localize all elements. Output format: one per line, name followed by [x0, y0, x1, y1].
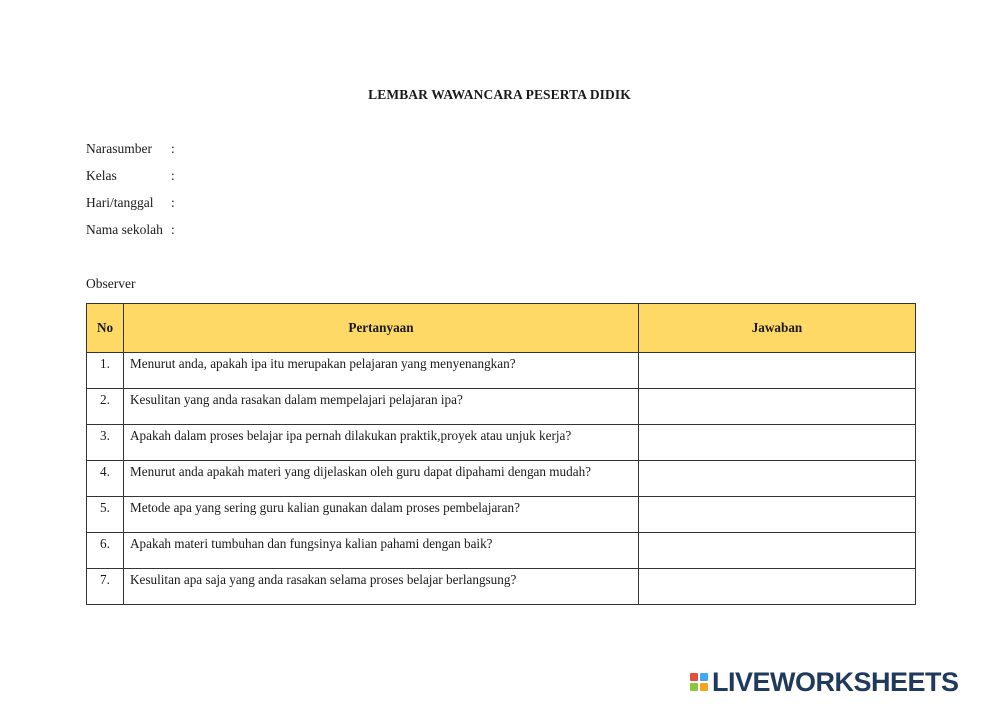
observer-label: Observer: [86, 276, 136, 291]
answer-cell[interactable]: [639, 533, 916, 569]
row-question: Kesulitan yang anda rasakan dalam mempelajari pelajaran ipa?: [124, 389, 639, 425]
row-number: 3.: [87, 425, 124, 461]
row-number: 5.: [87, 497, 124, 533]
table-row: [87, 569, 916, 605]
field-label: Kelas: [86, 168, 117, 183]
interview-table: [86, 303, 916, 605]
field-narasumber: [86, 140, 175, 158]
row-question: Menurut anda, apakah ipa itu merupakan pelajaran yang menyenangkan?: [124, 353, 639, 389]
table-row: [87, 461, 916, 497]
row-number: 4.: [87, 461, 124, 497]
field-nama-sekolah: [86, 221, 175, 239]
logo-text: LIVEWORKSHEETS: [712, 666, 959, 697]
field-label: Hari/tanggal: [86, 195, 154, 210]
row-question: Menurut anda apakah materi yang dijelaskan oleh guru dapat dipahami dengan mudah?: [124, 461, 639, 497]
answer-cell[interactable]: [639, 353, 916, 389]
header-pertanyaan: Pertanyaan: [124, 304, 639, 353]
row-question: Metode apa yang sering guru kalian gunakan dalam proses pembelajaran?: [124, 497, 639, 533]
row-question: Apakah materi tumbuhan dan fungsinya kalian pahami dengan baik?: [124, 533, 639, 569]
row-number: 7.: [87, 569, 124, 605]
table-row: [87, 533, 916, 569]
header-no: No: [87, 304, 124, 353]
logo-square: [700, 683, 708, 691]
field-separator: :: [171, 168, 175, 183]
row-question: Apakah dalam proses belajar ipa pernah dilakukan praktik,proyek atau unjuk kerja?: [124, 425, 639, 461]
field-label: Nama sekolah: [86, 222, 163, 237]
table-row: [87, 497, 916, 533]
field-separator: :: [171, 141, 175, 156]
answer-cell[interactable]: [639, 569, 916, 605]
field-kelas: [86, 167, 175, 185]
logo-square: [690, 673, 698, 681]
answer-cell[interactable]: [639, 461, 916, 497]
table-row: [87, 425, 916, 461]
liveworksheets-mark-icon: [690, 673, 708, 691]
page-title: LEMBAR WAWANCARA PESERTA DIDIK: [368, 87, 631, 102]
field-separator: :: [171, 222, 175, 237]
answer-cell[interactable]: [639, 389, 916, 425]
field-separator: :: [171, 195, 175, 210]
table-row: [87, 389, 916, 425]
answer-cell[interactable]: [639, 497, 916, 533]
table-header-row: [87, 304, 916, 353]
row-number: 2.: [87, 389, 124, 425]
row-number: 6.: [87, 533, 124, 569]
answer-cell[interactable]: [639, 425, 916, 461]
table-row: [87, 353, 916, 389]
row-question: Kesulitan apa saja yang anda rasakan selama proses belajar berlangsung?: [124, 569, 639, 605]
field-hari-tanggal: [86, 194, 175, 212]
logo-square: [700, 673, 708, 681]
liveworksheets-logo: [690, 667, 959, 697]
field-label: Narasumber: [86, 141, 152, 156]
logo-square: [690, 683, 698, 691]
header-jawaban: Jawaban: [639, 304, 916, 353]
row-number: 1.: [87, 353, 124, 389]
